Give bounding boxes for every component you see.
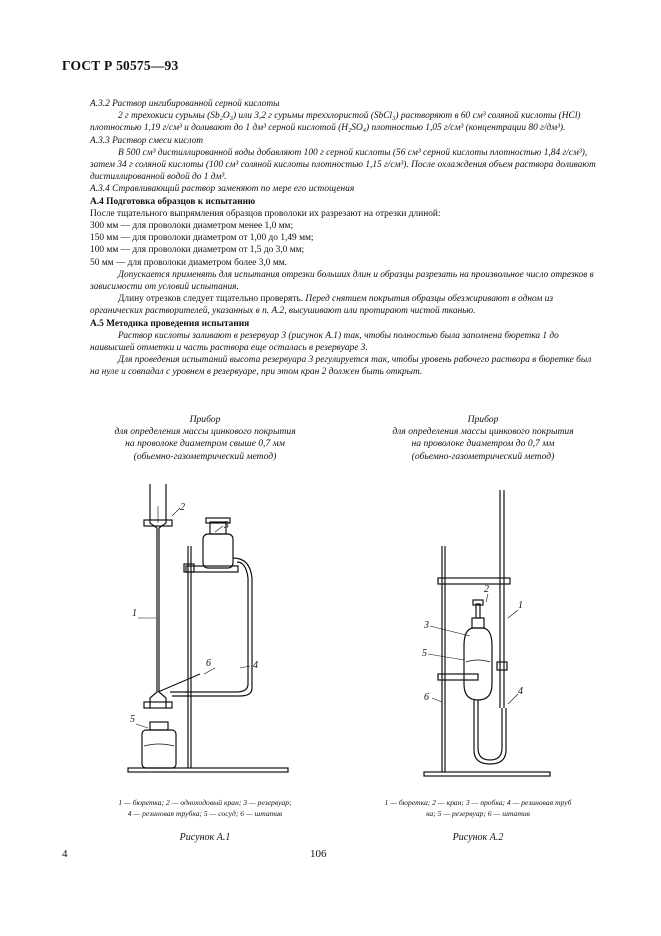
figure2-label-6: 6 — [424, 692, 429, 703]
a32-text: 2 г трехокиси сурьмы (Sb₂O₃) или 3,2 г сурьмы треххлористой (SbCl₃) растворяют в 60 см³ соляной кислоты (HCl) плотностью 1,19 г/см³ и доливают до 1 дм³ серной кислотой (H₂SO₄) плотностью 1,05 г/см³ (концентрации 80 г/дм³). — [90, 111, 581, 134]
figure2-title-line-2: для определения массы цинкового покрытия — [392, 426, 574, 438]
figure1-label-5: 5 — [130, 714, 135, 725]
a4-item-2: 150 мм — для проволоки диаметром от 1,00 до 1,49 мм; — [90, 233, 314, 244]
figure2-reservoir — [464, 628, 492, 700]
figure2-rubber-tube — [478, 700, 502, 760]
figure1-label-2: 2 — [180, 502, 185, 513]
a4-note-2 — [90, 293, 600, 317]
figure1-legend-line-1: 1 — бюретка; 2 — одноходовый кран; 3 — резервуар; — [118, 798, 292, 807]
figure1-apparatus-drawing — [100, 478, 300, 788]
figure2-legend — [348, 798, 608, 819]
figure1-title-line-4: (обьемно-газометрический метод) — [133, 450, 277, 462]
document-header: ГОСТ Р 50575—93 — [62, 58, 179, 73]
figure2-legend-line-1: 1 — бюретка; 2 — кран; 3 — пробка; 4 — резиновая труб — [384, 798, 572, 807]
a5-paragraph-2: Для проведения испытаний высота резервуара 3 регулируется так, чтобы уровень рабочего раствора в бюретке был на нуле и совпадал с уровнем в резервуаре, при этом кран 2 должен быть открыт. — [90, 355, 592, 378]
figure2-base — [424, 772, 550, 776]
figure2-apparatus-drawing — [400, 478, 580, 788]
figure2-label-1: 1 — [518, 600, 523, 611]
figure1-title-line-3: на проволоке диаметром свыше 0,7 мм — [125, 438, 285, 450]
figure1-legend-line-2: 4 — резиновая трубка; 5 — сосуд; 6 — штатив — [127, 808, 283, 818]
a4-note-2-italic: Перед снятием покрытия образцы обезжиривают в одном из органических растворителей, указанных в п. А.2, высушивают или протирают чистой тканью. — [90, 294, 554, 317]
a33-text: В 500 см³ дистиллированной воды добавляют 100 г серной кислоты (56 см³ серной кислоты плотностью 1,84 г/см³), затем 34 г соляной кислоты (100 см³ соляной кислоты плотностью 1,15 г/см³). После охлаждения объем раствора доливают дистиллированной водой до 1 дм³. — [90, 147, 596, 183]
figure2-title — [348, 414, 618, 463]
figure2-legend-line-2: ка; 5 — резервуар; 6 — штатив — [426, 808, 530, 818]
figure2-label-2: 2 — [484, 584, 489, 595]
figure1-label-4: 4 — [253, 660, 258, 671]
page-number-left: 4 — [62, 848, 68, 860]
a33-heading: A.3.3 Раствор смеси кислот — [90, 135, 204, 146]
figure2-label-3: 3 — [424, 620, 429, 631]
a4-item-4: 50 мм — для проволоки диаметром более 3,0 мм. — [90, 257, 288, 268]
figure2-title-line-1: Прибор — [467, 414, 499, 425]
text-a3-section — [90, 98, 600, 379]
a4-heading: А.4 Подготовка образцов к испытанию — [90, 196, 256, 207]
figure1-vessel — [142, 730, 176, 768]
figure1-label-1: 1 — [132, 608, 137, 619]
figure1-label-6: 6 — [206, 658, 211, 669]
figure2-label-4: 4 — [518, 686, 523, 697]
figure1-legend — [70, 798, 340, 819]
a4-item-3: 100 мм — для проволоки диаметром от 1,5 до 3,0 мм; — [90, 245, 305, 256]
figure2-title-line-4: (обьемно-газометрический метод) — [411, 450, 555, 462]
figure1-title-line-2: для определения массы цинкового покрытия — [114, 426, 296, 438]
figure1-title — [70, 414, 340, 463]
figure1-label-3: 3 — [224, 520, 229, 531]
figure2-clamp-arm — [438, 578, 510, 584]
a5-heading: А.5 Методика проведения испытания — [90, 318, 250, 329]
figure2-stopper — [472, 618, 484, 628]
figure1-title-line-1: Прибор — [189, 414, 221, 425]
a4-note-2-plain: Длину отрезков следует тщательно проверять. — [118, 294, 304, 305]
figure1-reservoir — [203, 534, 233, 568]
a4-item-1: 300 мм — для проволоки диаметром менее 1,0 мм; — [90, 221, 294, 232]
figure2-title-line-3: на проволоке диаметром до 0,7 мм — [411, 438, 555, 450]
figure2-tap — [476, 604, 480, 618]
figure2-label-5: 5 — [422, 648, 427, 659]
figure1-caption: Рисунок А.1 — [179, 832, 231, 843]
a4-intro: После тщательного выпрямления образцов проволоки их разрезают на отрезки длиной: — [90, 208, 441, 219]
a34-text: A.3.4 Стравливающий раствор заменяют по мере его истощения — [90, 184, 355, 195]
a4-note-1: Допускается применять для испытания отрезки больших длин и образцы разрезать на произвольное число отрезков в зависимости от условий испытания. — [90, 269, 594, 293]
figure1-rubber-tube — [172, 558, 252, 696]
a32-heading: A.3.2 Раствор ингибированной серной кислоты — [90, 99, 280, 109]
a5-paragraph-1: Раствор кислоты заливают в резервуар 3 (рисунок А.1) так, чтобы полностью была заполнена бюретка 1 до наивысшей отметки и часть раствора еще осталась в резервуаре 3. — [90, 330, 559, 354]
figure2-caption: Рисунок А.2 — [452, 832, 504, 843]
page-number-center: 106 — [310, 848, 327, 860]
